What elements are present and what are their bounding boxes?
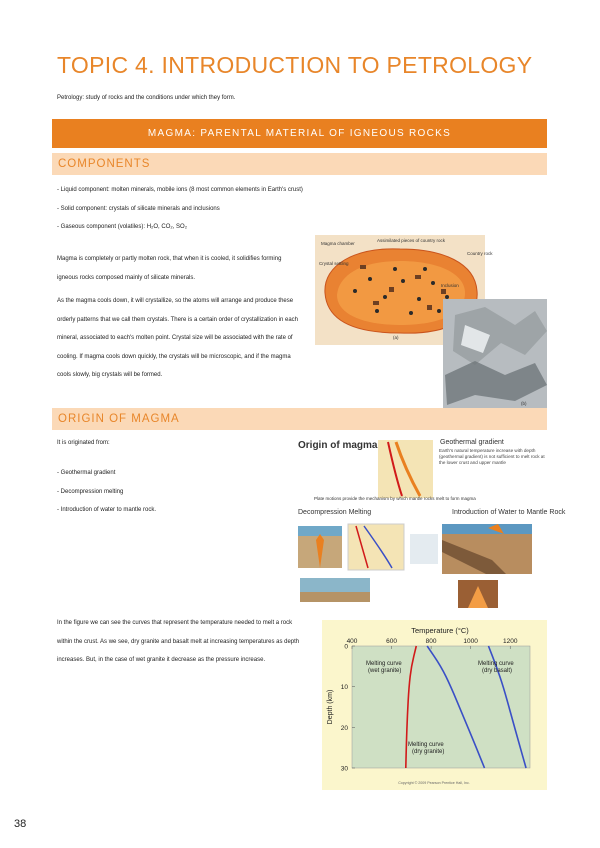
x-tick-label: 800 <box>425 638 437 645</box>
geothermal-title: Geothermal gradient <box>440 439 504 446</box>
list-item: - Liquid component: molten minerals, mobile ions (8 most common elements in Earth's crust) <box>57 187 303 193</box>
figure-label: Magma chamber <box>321 241 355 246</box>
components-list <box>57 181 517 237</box>
figure-label: Crystal settling <box>319 261 349 266</box>
intro-text: Petrology: study of rocks and the conditions under which they form. <box>57 95 236 101</box>
origin-lead: It is originated from: <box>57 440 110 446</box>
components-heading: COMPONENTS <box>52 153 547 175</box>
chart-copyright: Copyright © 2009 Pearson Prentice Hall, Inc. <box>398 781 470 785</box>
figure-label: Country rock <box>467 251 493 256</box>
y-tick-label: 0 <box>344 643 348 651</box>
origin-list <box>57 464 257 520</box>
melting-paragraph: In the figure we can see the curves that represent the temperature needed to melt a rock within the crust. As we see, dry granite and basalt melt at increasing temperatures as depth increases. But, in the case of wet granite it decrease as the pressure increase. <box>57 620 300 663</box>
x-tick-label: 600 <box>386 638 397 645</box>
figure-label: Inclusion <box>441 283 459 288</box>
figure-label: Assimilated pieces of country rock <box>377 238 446 243</box>
section-banner: MAGMA: PARENTAL MATERIAL OF IGNEOUS ROCKS <box>52 119 547 148</box>
y-axis-label: Depth (km) <box>327 689 334 725</box>
x-tick-label: 1200 <box>502 638 518 645</box>
list-item: - Gaseous component (volatiles): H₂O, CO₂, SO₂ <box>57 224 188 230</box>
annotation-dry-granite: Melting curve (dry granite) <box>408 742 445 755</box>
page-title: TOPIC 4. INTRODUCTION TO PETROLOGY <box>57 52 533 78</box>
y-tick-label: 20 <box>340 724 348 732</box>
list-item: - Geothermal gradient <box>57 470 116 476</box>
decompression-title: Decompression Melting <box>298 509 372 516</box>
plate-caption: Plate motions provide the mechanism by which mantle rocks melt to form magma <box>314 496 476 501</box>
list-item: - Decompression melting <box>57 488 124 495</box>
geothermal-text: Earth's natural temperature increase with depth (geothermal gradient) is not sufficient to melt rock at the lower crust and upper mantle <box>439 448 545 465</box>
figure-tag: (a) <box>393 335 399 340</box>
magma-paragraph: Magma is completely or partly molten rock, that when it is cooled, it solidifies forming igneous rocks composed mainly of silicate minerals. <box>57 256 282 281</box>
water-title: Introduction of Water to Mantle Rock <box>452 509 566 516</box>
origin-of-magma-figure <box>292 430 566 612</box>
annotation-dry-basalt: Melting curve (dry basalt) <box>478 661 514 674</box>
chart-title: Temperature (°C) <box>411 626 469 635</box>
annotation-wet-granite: Melting curve (wet granite) <box>366 661 402 674</box>
page-number: 38 <box>14 818 27 830</box>
x-tick-label: 400 <box>346 638 358 645</box>
crystallization-paragraph: As the magma cools down, it will crystallize, so the atoms will arrange and produce these orderly patterns that we call them crystals. There is a certain order of crystallization in each mineral, associated to each's molten point. Crystal size will be associated with the rate of cooling. If magma cools down quickly, the crystals will be microscopic, and if the magma cools slowly, big crystals will be formed. <box>57 298 298 378</box>
origin-heading: ORIGIN OF MAGMA <box>52 408 547 430</box>
y-tick-label: 30 <box>340 765 348 773</box>
y-tick-label: 10 <box>340 684 348 692</box>
figure-title: Origin of magma <box>298 440 378 451</box>
x-tick-label: 1000 <box>463 638 478 645</box>
figure-tag: (b) <box>521 401 527 406</box>
list-item: - Solid component: crystals of silicate minerals and inclusions <box>57 205 220 212</box>
list-item: - Introduction of water to mantle rock. <box>57 507 157 513</box>
magma-chamber-figure <box>315 235 547 410</box>
melting-curve-chart <box>322 620 547 790</box>
